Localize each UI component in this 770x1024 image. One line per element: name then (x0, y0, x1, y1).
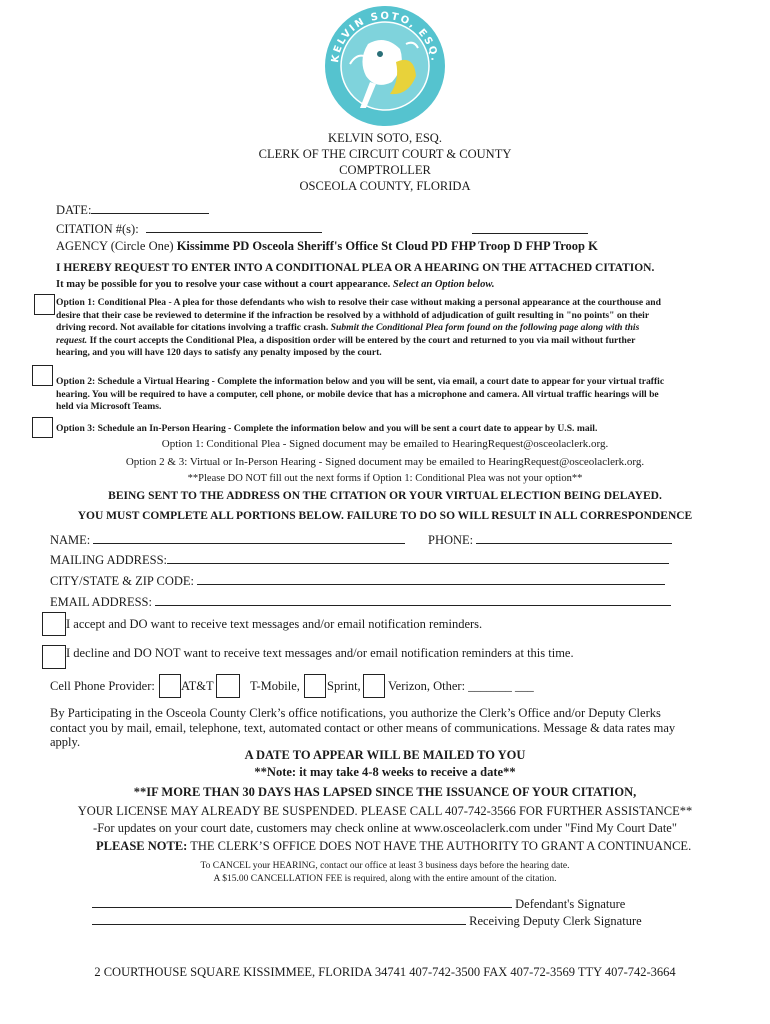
request-subheading: It may be possible for you to resolve your case without a court appearance. Select an Option below. (56, 279, 495, 290)
option1-text: Option 1: Conditional Plea - A plea for those defendants who wish to resolve their case without making a personal appearance at the courthouse and desire that their case be reviewed to determine if the infraction be resolved by a withhold of adjudication of guilt resulting in "no points" on their driving record. Not available for citations involving a traffic crash. Submit the Conditional Plea form found on the following page along with this request. If the court accepts the Conditional Plea, a disposition order will be entered by the court and returned to you via mail without further hearing, and you will have 120 days to satisfy any penalty imposed by the court. (56, 297, 661, 358)
header-comptroller: COMPTROLLER (339, 163, 431, 177)
email-note-option1: Option 1: Conditional Plea - Signed document may be emailed to HearingRequest@osceolaclerk.org. (161, 438, 609, 450)
accept-checkbox[interactable] (42, 612, 66, 636)
city-label: CITY/STATE & ZIP CODE: (50, 574, 195, 588)
license-suspended-notice: YOUR LICENSE MAY ALREADY BE SUSPENDED. PLEASE CALL 407-742-3566 FOR FURTHER ASSISTANCE** (77, 804, 693, 818)
agency-row (56, 239, 598, 254)
tmobile-checkbox[interactable] (216, 674, 240, 698)
name-field[interactable] (50, 532, 405, 548)
tmobile-label: T-Mobile, (250, 679, 300, 693)
footer-address: 2 COURTHOUSE SQUARE KISSIMMEE, FLORIDA 34741 407-742-3500 FAX 407-72-3569 TTY 407-742-3664 (94, 965, 676, 979)
option3-text: Option 3: Schedule an In-Person Hearing - Complete the information below and you will be sent a court date to appear by U.S. mail. (56, 423, 598, 434)
citation-field[interactable] (56, 221, 322, 237)
warning-line-2: YOU MUST COMPLETE ALL PORTIONS BELOW. FAILURE TO DO SO WILL RESULT IN ALL CORRESPONDENCE (77, 510, 693, 522)
consent-text: By Participating in the Osceola County Clerk’s office notifications, you authorize the Clerk’s Office and/or Deputy Clerks contact you by mail, email, telephone, text, automated contact or other means of communications. Message & data rates may apply. (50, 706, 676, 749)
mailing-line[interactable] (167, 552, 669, 564)
option1-checkbox[interactable] (34, 294, 55, 315)
att-checkbox[interactable] (159, 674, 181, 698)
deputy-signature-field[interactable] (92, 913, 642, 929)
phone-line[interactable] (476, 532, 672, 544)
verizon-checkbox[interactable] (363, 674, 385, 698)
citation-line-1[interactable] (146, 221, 322, 233)
date-mailed-notice: A DATE TO APPEAR WILL BE MAILED TO YOU (244, 748, 526, 762)
header-county: OSCEOLA COUNTY, FLORIDA (299, 179, 471, 193)
weeks-note: **Note: it may take 4-8 weeks to receive a date** (254, 765, 516, 779)
phone-label: PHONE: (428, 533, 474, 547)
option3-checkbox[interactable] (32, 417, 53, 438)
provider-label: Cell Phone Provider: (50, 679, 155, 693)
agency-options[interactable]: Kissimme PD Osceola Sheriff's Office St Cloud PD FHP Troop D FHP Troop K (176, 239, 598, 253)
date-label: DATE: (56, 203, 92, 217)
name-line[interactable] (93, 532, 405, 544)
header-name: KELVIN SOTO, ESQ. (328, 131, 442, 145)
deputy-signature-label: Receiving Deputy Clerk Signature (469, 914, 642, 928)
court-date-updates: -For updates on your court date, customers may check online at www.osceolaclerk.com under "Find My Court Date" (93, 821, 677, 835)
email-note-option2-3: Option 2 & 3: Virtual or In-Person Hearing - Signed document may be emailed to HearingRequest@osceolaclerk.org. (125, 456, 645, 468)
option2-checkbox[interactable] (32, 365, 53, 386)
email-field[interactable] (50, 594, 671, 610)
sprint-checkbox[interactable] (304, 674, 326, 698)
defendant-signature-label: Defendant's Signature (515, 897, 626, 911)
city-line[interactable] (197, 573, 665, 585)
cancel-notice-1: To CANCEL your HEARING, contact our office at least 3 business days before the hearing date. (200, 861, 570, 871)
citation-label: CITATION #(s): (56, 222, 139, 236)
email-label: EMAIL ADDRESS: (50, 595, 152, 609)
accept-text: I accept and DO want to receive text messages and/or email notification reminders. (66, 617, 483, 631)
thirty-days-notice: **IF MORE THAN 30 DAYS HAS LAPSED SINCE THE ISSUANCE OF YOUR CITATION, (133, 785, 637, 799)
mailing-label: MAILING ADDRESS: (50, 553, 168, 567)
agency-label: AGENCY (Circle One) (56, 239, 174, 253)
please-note: PLEASE NOTE: THE CLERK’S OFFICE DOES NOT HAVE THE AUTHORITY TO GRANT A CONTINUANCE. (96, 839, 692, 853)
att-label: AT&T (181, 679, 214, 693)
decline-text: I decline and DO NOT want to receive text messages and/or email notification reminders at this time. (66, 646, 574, 660)
defendant-signature-field[interactable] (92, 896, 625, 912)
phone-field[interactable] (428, 532, 672, 548)
mailing-field[interactable] (50, 552, 669, 568)
sprint-label: Sprint, (327, 679, 361, 693)
svg-text:KELVIN SOTO, ESQ.: KELVIN SOTO, ESQ. (329, 10, 440, 64)
date-field[interactable] (56, 202, 209, 218)
request-heading: I HEREBY REQUEST TO ENTER INTO A CONDITIONAL PLEA OR A HEARING ON THE ATTACHED CITATION. (56, 262, 655, 274)
cancel-notice-2: A $15.00 CANCELLATION FEE is required, along with the entire amount of the citation. (213, 874, 557, 884)
defendant-signature-line[interactable] (92, 896, 512, 908)
deputy-signature-line[interactable] (92, 913, 466, 925)
name-label: NAME: (50, 533, 91, 547)
clerk-seal-logo (310, 4, 460, 128)
date-line[interactable] (91, 202, 209, 214)
decline-checkbox[interactable] (42, 645, 66, 669)
verizon-other-label[interactable]: Verizon, Other: _______ ___ (388, 679, 534, 693)
city-field[interactable] (50, 573, 665, 589)
option2-text: Option 2: Schedule a Virtual Hearing - Complete the information below and you will be sent, via email, a court date to appear for your virtual traffic hearing. You will be required to have a computer, cell phone, or mobile device that has a microphone and camera. All virtual traffic hearings will be held via Microsoft Teams. (56, 376, 665, 412)
warning-line-1: BEING SENT TO THE ADDRESS ON THE CITATION OR YOUR VIRTUAL ELECTION BEING DELAYED. (108, 490, 662, 502)
header-title: CLERK OF THE CIRCUIT COURT & COUNTY (258, 147, 512, 161)
citation-line-2[interactable] (472, 222, 588, 234)
email-line[interactable] (155, 594, 671, 606)
email-note-warning: **Please DO NOT fill out the next forms if Option 1: Conditional Plea was not your option** (187, 473, 583, 484)
